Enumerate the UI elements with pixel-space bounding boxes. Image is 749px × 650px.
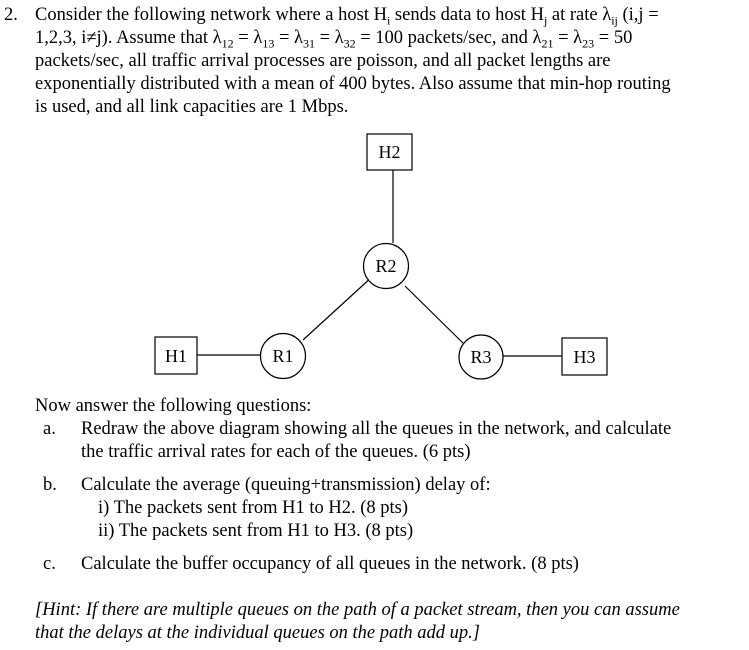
question-line-2: 1,2,3, i≠j). Assume that $\lambda_{12} = \lambda_{13} = \lambda_{31} = \lambda_{32} = 100$ packets/sec, and $\lambda_{21} = \lambda_{23} = 50$ xyxy=(35,28,633,51)
part-b-ii: ii) The packets sent from H1 to H3. (8 pts) xyxy=(98,521,414,541)
hint-line-1: [Hint: If there are multiple queues on the path of a packet stream, then you can assume xyxy=(35,600,680,620)
part-c-letter: c. xyxy=(43,554,56,574)
question-line-4: exponentially distributed with a mean of 400 bytes. Also assume that min-hop routing xyxy=(35,74,671,94)
host-h2-label: H2 xyxy=(378,142,401,162)
answers-intro: Now answer the following questions: xyxy=(35,396,312,416)
router-r1-label: R1 xyxy=(272,346,294,366)
host-h1-label: H1 xyxy=(165,346,187,366)
question-number: 2. xyxy=(4,5,18,25)
question-line-3: packets/sec, all traffic arrival processes are poisson, and all packet lengths are xyxy=(35,51,611,71)
host-h3-label: H3 xyxy=(573,347,596,367)
part-b-line-1: Calculate the average (queuing+transmission) delay of: xyxy=(81,475,491,495)
router-r2-label: R2 xyxy=(375,256,397,276)
part-a-line-2: the traffic arrival rates for each of the queues. (6 pts) xyxy=(81,442,471,462)
part-c-line-1: Calculate the buffer occupancy of all queues in the network. (8 pts) xyxy=(81,554,579,574)
router-r3-label: R3 xyxy=(470,347,492,367)
hint-line-2: that the delays at the individual queues on the path add up.] xyxy=(35,623,480,643)
part-b-letter: b. xyxy=(43,475,57,495)
question-line-5: is used, and all link capacities are 1 Mbps. xyxy=(35,97,349,117)
part-b-i: i) The packets sent from H1 to H2. (8 pts) xyxy=(98,498,408,518)
part-a-line-1: Redraw the above diagram showing all the queues in the network, and calculate xyxy=(81,419,672,439)
question-line-1: Consider the following network where a host $H_i$ sends data to host $H_j$ at rate $\lambda_{ij}$ (i,j = xyxy=(35,5,659,28)
part-a-letter: a. xyxy=(43,419,56,439)
link-r1-r2 xyxy=(303,276,373,340)
link-r2-r3 xyxy=(405,286,466,346)
